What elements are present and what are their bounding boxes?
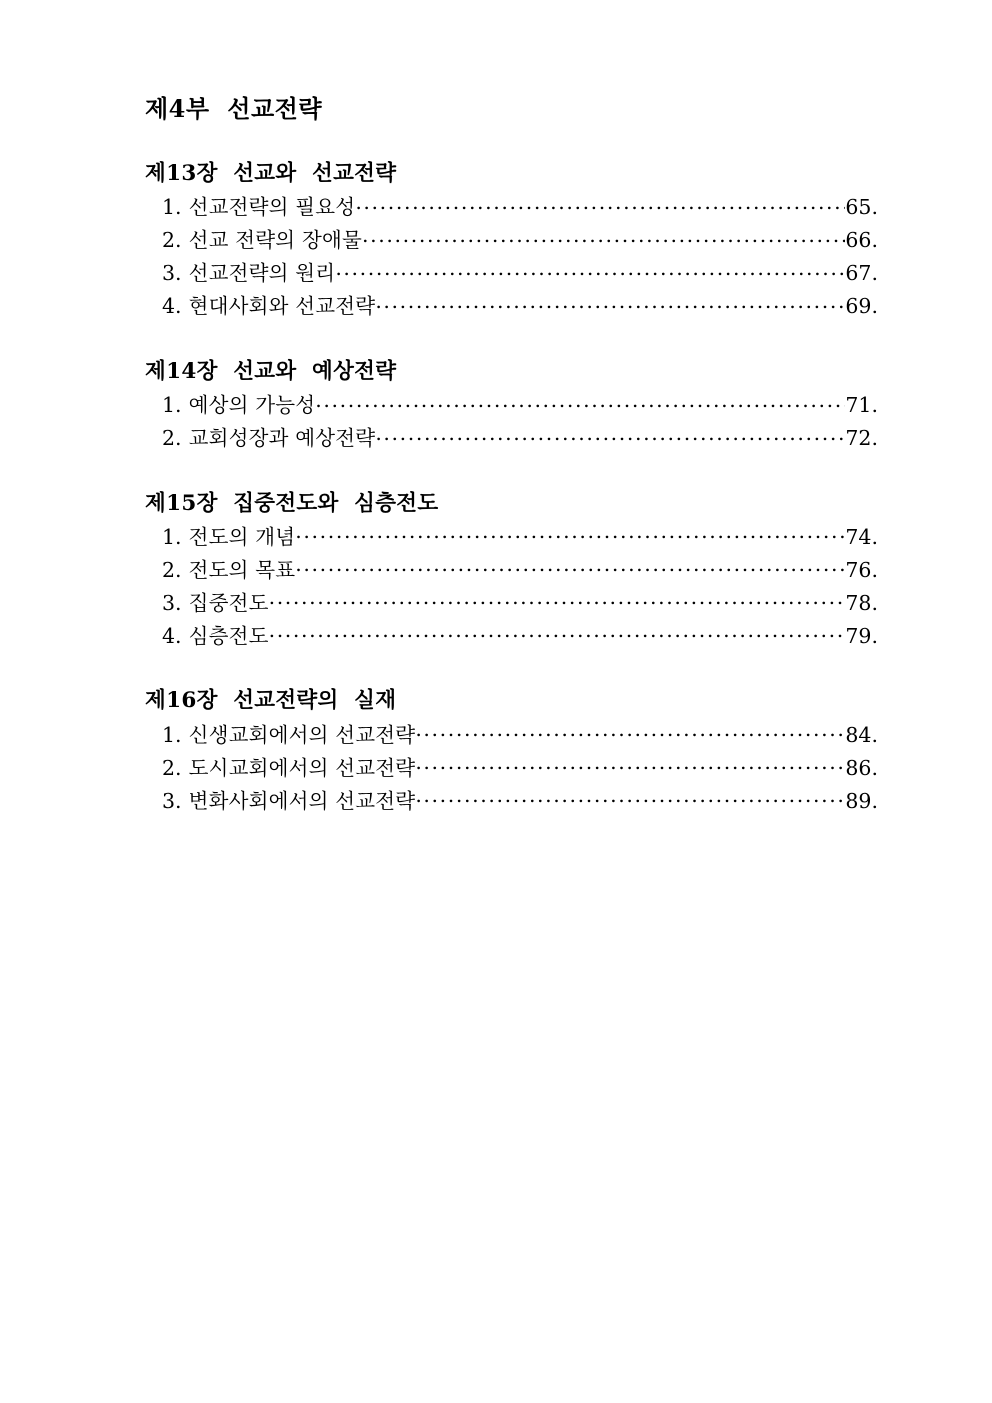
toc-entry-number: 2.: [162, 755, 182, 780]
dot-leader: [415, 721, 845, 742]
toc-entry-title: 교회성장과 예상전략: [188, 426, 376, 451]
toc-entry-title: 선교전략의 원리: [188, 261, 336, 286]
toc-entry-page-number: 76.: [845, 557, 878, 582]
toc-entry-page-number: 72.: [845, 426, 878, 451]
chapter-entry-list: [145, 523, 878, 655]
toc-entry-title: 도시교회에서의 선교전략: [188, 755, 416, 780]
toc-entry-number: 4.: [162, 294, 182, 319]
toc-entry[interactable]: [162, 754, 878, 787]
chapter-entry-list: [145, 721, 878, 820]
dot-leader: [355, 194, 845, 215]
toc-entry-number: 3.: [162, 261, 182, 286]
toc-entry[interactable]: [162, 787, 878, 820]
toc-entry[interactable]: [162, 589, 878, 622]
toc-entry-number: 1.: [162, 524, 182, 549]
toc-entry[interactable]: [162, 721, 878, 754]
toc-entry-title: 전도의 개념: [188, 524, 296, 549]
toc-entry-number: 4.: [162, 623, 182, 648]
toc-entry-page-number: 69.: [845, 294, 878, 319]
chapter-heading: 제16장 선교전략의 실재: [145, 688, 397, 714]
chapter-heading: 제15장 집중전도와 심층전도: [145, 490, 439, 516]
dot-leader: [415, 754, 845, 775]
toc-entry-number: 2.: [162, 228, 182, 253]
toc-entry[interactable]: [162, 260, 878, 293]
toc-entry-title: 전도의 목표: [188, 557, 296, 582]
toc-entry-page-number: 86.: [845, 755, 878, 780]
dot-leader: [269, 589, 846, 610]
toc-entry-title: 신생교회에서의 선교전략: [188, 722, 416, 747]
dot-leader: [362, 227, 845, 248]
dot-leader: [335, 260, 845, 281]
toc-entry-page-number: 66.: [845, 228, 878, 253]
toc-entry-number: 2.: [162, 426, 182, 451]
toc-entry-title: 변화사회에서의 선교전략: [188, 788, 416, 813]
chapter-block: [145, 491, 878, 656]
toc-entry-number: 1.: [162, 393, 182, 418]
toc-entry-number: 3.: [162, 590, 182, 615]
toc-entry-page-number: 78.: [845, 590, 878, 615]
toc-entry[interactable]: [162, 622, 878, 655]
page-title: 제4부 선교전략: [145, 94, 323, 123]
toc-entry-page-number: 65.: [845, 195, 878, 220]
toc-entry[interactable]: [162, 425, 878, 458]
chapter-entry-list: [145, 194, 878, 326]
toc-entry[interactable]: [162, 194, 878, 227]
toc-entry[interactable]: [162, 523, 878, 556]
toc-entry-page-number: 84.: [845, 722, 878, 747]
toc-entry-page-number: 74.: [845, 524, 878, 549]
dot-leader: [375, 425, 845, 446]
toc-entry-number: 3.: [162, 788, 182, 813]
toc-entry-title: 현대사회와 선교전략: [188, 294, 376, 319]
chapter-heading: 제13장 선교와 선교전략: [145, 160, 397, 186]
toc-entry[interactable]: [162, 556, 878, 589]
dot-leader: [375, 293, 845, 314]
dot-leader: [315, 392, 845, 413]
table-of-contents: [145, 161, 878, 821]
toc-entry-number: 2.: [162, 557, 182, 582]
chapter-block: [145, 359, 878, 458]
toc-entry[interactable]: [162, 293, 878, 326]
toc-entry-title: 심층전도: [188, 623, 269, 648]
toc-entry-number: 1.: [162, 722, 182, 747]
dot-leader: [269, 622, 846, 643]
chapter-heading: 제14장 선교와 예상전략: [145, 358, 397, 384]
toc-entry-page-number: 71.: [845, 393, 878, 418]
dot-leader: [295, 523, 845, 544]
dot-leader: [415, 787, 845, 808]
toc-entry-page-number: 89.: [845, 788, 878, 813]
toc-entry-title: 예상의 가능성: [188, 393, 316, 418]
chapter-entry-list: [145, 392, 878, 458]
toc-entry-title: 선교전략의 필요성: [188, 195, 356, 220]
chapter-block: [145, 688, 878, 820]
toc-entry-title: 선교 전략의 장애물: [188, 228, 363, 253]
toc-entry-title: 집중전도: [188, 590, 269, 615]
toc-entry-number: 1.: [162, 195, 182, 220]
dot-leader: [295, 556, 845, 577]
chapter-block: [145, 161, 878, 326]
toc-entry[interactable]: [162, 227, 878, 260]
toc-entry-page-number: 67.: [845, 261, 878, 286]
toc-entry-page-number: 79.: [845, 623, 878, 648]
toc-entry[interactable]: [162, 392, 878, 425]
